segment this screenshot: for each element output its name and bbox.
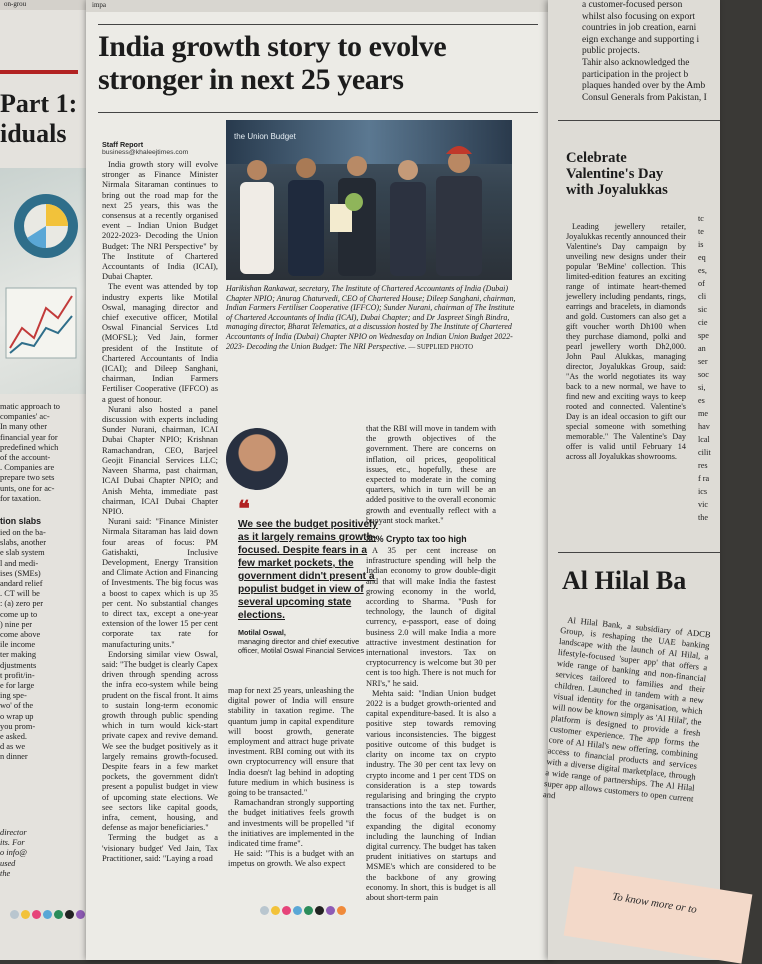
text-line: res [698, 461, 708, 470]
article-col-2 [228, 686, 354, 870]
left-graphic [0, 168, 86, 394]
color-dot [282, 906, 291, 915]
paragraph: Nurani said: "Finance Minister Nirmala Sitaraman has laid down four areas of focus: PM Gatishakti, Inclusive Development, Energy Transition and Climate Action and Financing of Investments. The big focus was a boost to capex which is up 35 per cent. No substantial changes to direct tax, except a one-year extension of the lower 15 per cent corporate tax rate for manufacturing units." [102, 517, 218, 649]
left-body-2 [0, 528, 84, 763]
left-line: for taxation. [0, 493, 41, 503]
joy-headline-line: with Joyalukkas [566, 182, 668, 199]
text-line: lcal [698, 435, 710, 444]
paragraph: India growth story will evolve stronger as Finance Minister Nirmala Sitaraman continues to bring out the road map for the next 25 years, this was the consensus at a recently organised event – Indian Union Budget 2022-2023- Decoding the Union Budget: The NRI Perspective" by The Institute of Chartered Accountants of India (ICAI), Dubai Chapter. [102, 160, 218, 282]
text-line: o wrap up [0, 711, 34, 721]
left-body-1 [0, 402, 84, 504]
paragraph: Nurani also hosted a panel discussion with experts including Sunder Nurani, chairman, ICAI Dubai Chapter NPIO; Krishnan Ramachandran, CEO, Barjeel Geojit Financial Services LLC; Naveen Sharma, past chairman, ICAI Dubai Chapter NPIO; and Anish Mehta, immediate past chairman, ICAI Dubai Chapter NPIO. [102, 404, 218, 516]
text-line: e slab system [0, 548, 45, 558]
text-line: its. For [0, 838, 25, 848]
text-line: t profit/in- [0, 670, 35, 680]
color-dot [337, 906, 346, 915]
left-line: unts, one for ac- [0, 483, 55, 493]
right-page [542, 0, 720, 960]
text-line: soc [698, 370, 709, 379]
text-line: director [0, 828, 27, 837]
text-line: o info@ [0, 848, 28, 858]
right-rule-2 [558, 552, 720, 553]
text-line: come up to [0, 609, 38, 619]
text-line: es, [698, 266, 707, 275]
top-strip-left [0, 0, 96, 10]
left-line: financial year for [0, 432, 58, 442]
color-dots [10, 910, 96, 919]
event-photo [226, 120, 512, 280]
headline-line-1: India growth story to evolve [98, 30, 447, 63]
byline-email[interactable]: business@khaleejtimes.com [102, 149, 189, 156]
main-page [86, 0, 552, 960]
text-line: ing spe- [0, 691, 27, 701]
text-line: ) nine per [0, 619, 33, 629]
right-top-text [582, 0, 718, 104]
text-line: es [698, 396, 705, 405]
text-line: : (a) zero per [0, 599, 44, 609]
left-headline-2: iduals [0, 119, 67, 148]
left-line: predefined which [0, 442, 59, 452]
color-dot [76, 910, 85, 919]
pull-quote-name: Motilal Oswal, [238, 628, 286, 637]
alhilal-body: Al Hilal Bank, a subsidiary of ADCB Group, is reshaping the UAE banking landscape with the launch of Al Hilal, a lifestyle-focused 'super app' that offers a wide range of banking and non-financial services tailored to families and their children. Launched in tandem with a new visual identity for the organisation, which will now be known simply as 'Al Hilal', the platform is designed to provide a fresh customer experience. The app forms the core of Al Hilal's new offering, combining access to financial products and services with a diverse digital marketplace, through a wide range of partnerships. The Al Hilal super app allows customers to open current and [542, 614, 712, 804]
left-page [0, 0, 96, 960]
quote-icon: ❝ [238, 496, 250, 521]
text-line: the [0, 868, 11, 878]
text-line: cilit [698, 448, 711, 457]
left-line: . Companies are [0, 463, 55, 473]
text-line: tc [698, 214, 704, 223]
text-line: eign exchange and supporting i [582, 34, 700, 45]
color-dot [32, 910, 41, 919]
text-line: of [698, 279, 705, 288]
top-strip-text: on-grou [4, 0, 27, 8]
caption-text: Harikishan Rankawat, secretary, The Institute of Chartered Accountants of India (Dubai) Chapter NPIO; Anurag Chaturvedi, CEO of Chartered House; Dileep Sanghani, chairman, Indian Farmers Fertiliser Cooperative (IFFCO); Sunder Nurani, chairman of The Institute of Chartered Accountants of India (ICAI), Dubai Chapter; and Dr Jaspreet Singh Bindra, managing director, Bharat Telematics, at a discussion hosted by The Institute of Chartered Accountants of India (Dubai) Chapter NPIO on Wednesday on Indian Union Budget 2022-2023- Decoding the Union Budget: The NRI Perspective. [226, 284, 516, 351]
text-line: a customer-focused person [582, 0, 683, 10]
paragraph: map for next 25 years, unleashing the digital power of India will ensure stability in taxation regime. The quantum jump in capital expenditure will boost growth, generate employment and attract huge private investment. RBI coming out with its own cryptocurrency will ensure that India doesn't lag behind in adopting future medium in which business is going to be transacted." [228, 686, 354, 798]
text-line: wo' of the [0, 701, 34, 711]
article-col-3 [366, 424, 496, 903]
paragraph: He said: "This is a budget with an impetus on growth. We also expect [228, 849, 354, 869]
pull-quote-title: managing director and chief executive officer, Motilal Oswal Financial Services [238, 637, 365, 655]
text-line: the [698, 513, 709, 522]
text-line: me [698, 409, 709, 418]
color-dot [43, 910, 52, 919]
left-line: matic approach to [0, 402, 60, 411]
pull-quote [238, 496, 378, 655]
paragraph: Terming the budget as a 'visionary budget' Ved Jain, Tax Practitioner, said: "Laying a road [102, 833, 218, 863]
text-line: si, [698, 383, 706, 392]
text-line: public projects. [582, 46, 640, 57]
byline-name: Staff Report [102, 140, 144, 149]
text-line: come above [0, 630, 41, 640]
headline-rule-bottom [98, 112, 538, 113]
pull-quote-attribution [238, 628, 378, 655]
color-dot [271, 906, 280, 915]
text-line: sic [698, 305, 708, 314]
paragraph: Mehta said: "Indian Union budget 2022 is a budget growth-oriented and capital expenditure-based. It is also a positive step towards removing various inconsistencies. The biggest positive outcome of this budget is clarity on income tax on crypto industry. The 30 per cent tax levy on crypto income and 1 per cent TDS on consideration is a step towards regularising and bringing the crypto transactions into the tax net. Further, the focus of the budget is on expanding the digital economy including the launching of Indian digital currency. The budget has taken prudent initiatives on startups and MSME's which are considered to be the backbone of any growing economy. In short, this is budget is all about short-term pain [366, 688, 496, 902]
text-line: ied on the ba- [0, 528, 46, 537]
right-rule [558, 120, 720, 121]
text-line: is [698, 240, 704, 249]
text-line: ics [698, 487, 708, 496]
top-strip-main [86, 0, 552, 12]
red-rule [0, 70, 78, 74]
paragraph: A 35 per cent increase on infrastructure spending will help the Indian economy to grow double-digit and that will make India the fastest growing economy in the world, according to Sharma. "Push for technology, the launch of digital currency, e-passport, ease of doing business 2.0 will make India a more attractive investment destination for international investors. Tax on cryptocurrency is welcome but 30 per cent is too high. There is not much for NRI's," he said. [366, 546, 496, 688]
joy-headline-line: Valentine's Day [566, 166, 664, 183]
text-line: f ra [698, 474, 710, 483]
people-icon [226, 120, 512, 280]
color-dot [293, 906, 302, 915]
article-col-1 [102, 140, 218, 864]
text-line: you prom- [0, 721, 36, 731]
text-line: plaques handed over by the Amb [582, 81, 706, 92]
text-line: spe [698, 331, 709, 340]
article-headline [98, 30, 538, 96]
text-line: used [0, 858, 16, 868]
left-footer [0, 828, 84, 879]
text-line: ter making [0, 650, 37, 660]
text-line: Tahir also acknowledged the [582, 57, 690, 68]
chart-graphic-icon [0, 168, 86, 394]
left-subhead: tion slabs [0, 516, 42, 526]
banner-text: the Union Budget [234, 132, 296, 141]
paragraph: The event was attended by top industry experts like Motilal Oswal, managing director and chief executive officer, Motilal Oswal Financial Services Ltd (MOFSL); Ved Jain, former president of the Institute of Chartered Accountants of India (ICAI); and Dileep Sanghani, chairman, Indian Farmers Fertiliser Cooperative (IFFCO) as a guest of honour. [102, 282, 218, 404]
text-line: hav [698, 422, 710, 431]
photo-caption [226, 284, 516, 352]
paragraph: Endorsing similar view Oswal, said: "The budget is clearly Capex driven through spending across the infra eco-system while being prudent on the fiscal front. It aims to sustain long-term economic growth through public spending which in turn would kick-start private capex and revive demand. We see the budget positively as it largely remains growth-focused. Despite fears in a few market pockets, the government didn't present a populist budget in view of upcoming state elections. We see sectors like capital goods, infra, cement, housing, and defense as major beneficiaries." [102, 649, 218, 833]
color-dot [54, 910, 63, 919]
caption-credit: — SUPPLIED PHOTO [408, 343, 474, 351]
joyalukkas-headline [566, 150, 706, 199]
color-dot [326, 906, 335, 915]
text-line: Consul Generals from Pakistan, I [582, 92, 707, 103]
left-line: In many other [0, 422, 47, 432]
text-line: djustments [0, 660, 37, 670]
promo-text: To know more or to [611, 890, 698, 916]
text-line: te [698, 227, 704, 236]
text-line: l and medi- [0, 558, 39, 568]
color-dot [65, 910, 74, 919]
headline-line-2: stronger in next 25 years [98, 63, 404, 96]
text-line: cie [698, 318, 708, 327]
text-line: andard relief [0, 579, 43, 589]
text-line: an [698, 344, 706, 353]
color-dot [304, 906, 313, 915]
text-line: e asked. [0, 732, 27, 742]
text-line: participation in the project b [582, 69, 689, 80]
paragraph: Ramachandran strongly supporting the budget initiatives feels growth and investments will be propelled "if the initiatives are implemented in the indicated time frame". [228, 798, 354, 849]
left-line: of the account- [0, 453, 51, 463]
text-line: whilst also focusing on export [582, 11, 696, 22]
text-line: d as we [0, 742, 26, 752]
text-line: ile income [0, 640, 36, 650]
text-line: e for large [0, 681, 35, 691]
text-line: ises (SMEs) [0, 568, 41, 578]
left-line: companies' ac- [0, 412, 50, 422]
color-dot [260, 906, 269, 915]
text-line: slabs, another [0, 538, 47, 548]
crypto-subhead: 30% Crypto tax too high [366, 534, 467, 545]
right-edge-col [698, 212, 720, 524]
text-line: eq [698, 253, 706, 262]
color-dot [21, 910, 30, 919]
color-dots [260, 906, 346, 915]
top-strip-text: impa [92, 1, 106, 9]
alhilal-headline: Al Hilal Ba [562, 566, 687, 595]
color-dot [315, 906, 324, 915]
joy-headline-line: Celebrate [566, 150, 627, 166]
text-line: countries in job creation, earni [582, 23, 697, 34]
headline-rule [98, 24, 538, 25]
color-dot [10, 910, 19, 919]
text-line: . CT will be [0, 589, 40, 599]
avatar [226, 428, 288, 490]
left-headline-1: Part 1: [0, 89, 78, 118]
joyalukkas-body: Leading jewellery retailer, Joyalukkas recently announced their Valentine's Day campaign by unveiling new designs under their popular 'BeMine' collection. This limited-edition features an exciting range of intimate heart-themed jewellery including pendants, rings, earrings and bracelets, in diamonds and gold. Customers can also get a gift voucher worth Dh100 when they purchase diamond, polki and pearl jewellery worth Dh2,000. John Paul Alukkas, managing director, Joyalukkas Group, said: "As the world negotiates its way back to a new normal, we have to find new and exciting ways to keep rooted and connected. Valentine's Day is an ideal occasion to gift our special someone with something memorable." The Valentine's Day offer is valid until February 14 across all Joyalukkas showrooms. [566, 222, 686, 461]
text-line: ser [698, 357, 708, 366]
pull-quote-text: We see the budget positively as it largely remains growth-focused. Despite fears in a few market pockets, the government didn't present a populist budget in view of several upcoming state elections. [238, 519, 378, 621]
promo-box [564, 866, 753, 963]
left-line: prepare two sets [0, 473, 55, 483]
text-line: n dinner [0, 752, 28, 762]
text-line: cli [698, 292, 707, 301]
paragraph: that the RBI will move in tandem with the growth objectives of the government. There are concerns on inflation, oil prices, geopolitical issues, etc., hopefully, these are expected to moderate in the coming quarters, which in turn will be an added positive to the overall economic growth and eventually reflect with a buoyant stock market." [366, 424, 496, 525]
text-line: vic [698, 500, 709, 509]
